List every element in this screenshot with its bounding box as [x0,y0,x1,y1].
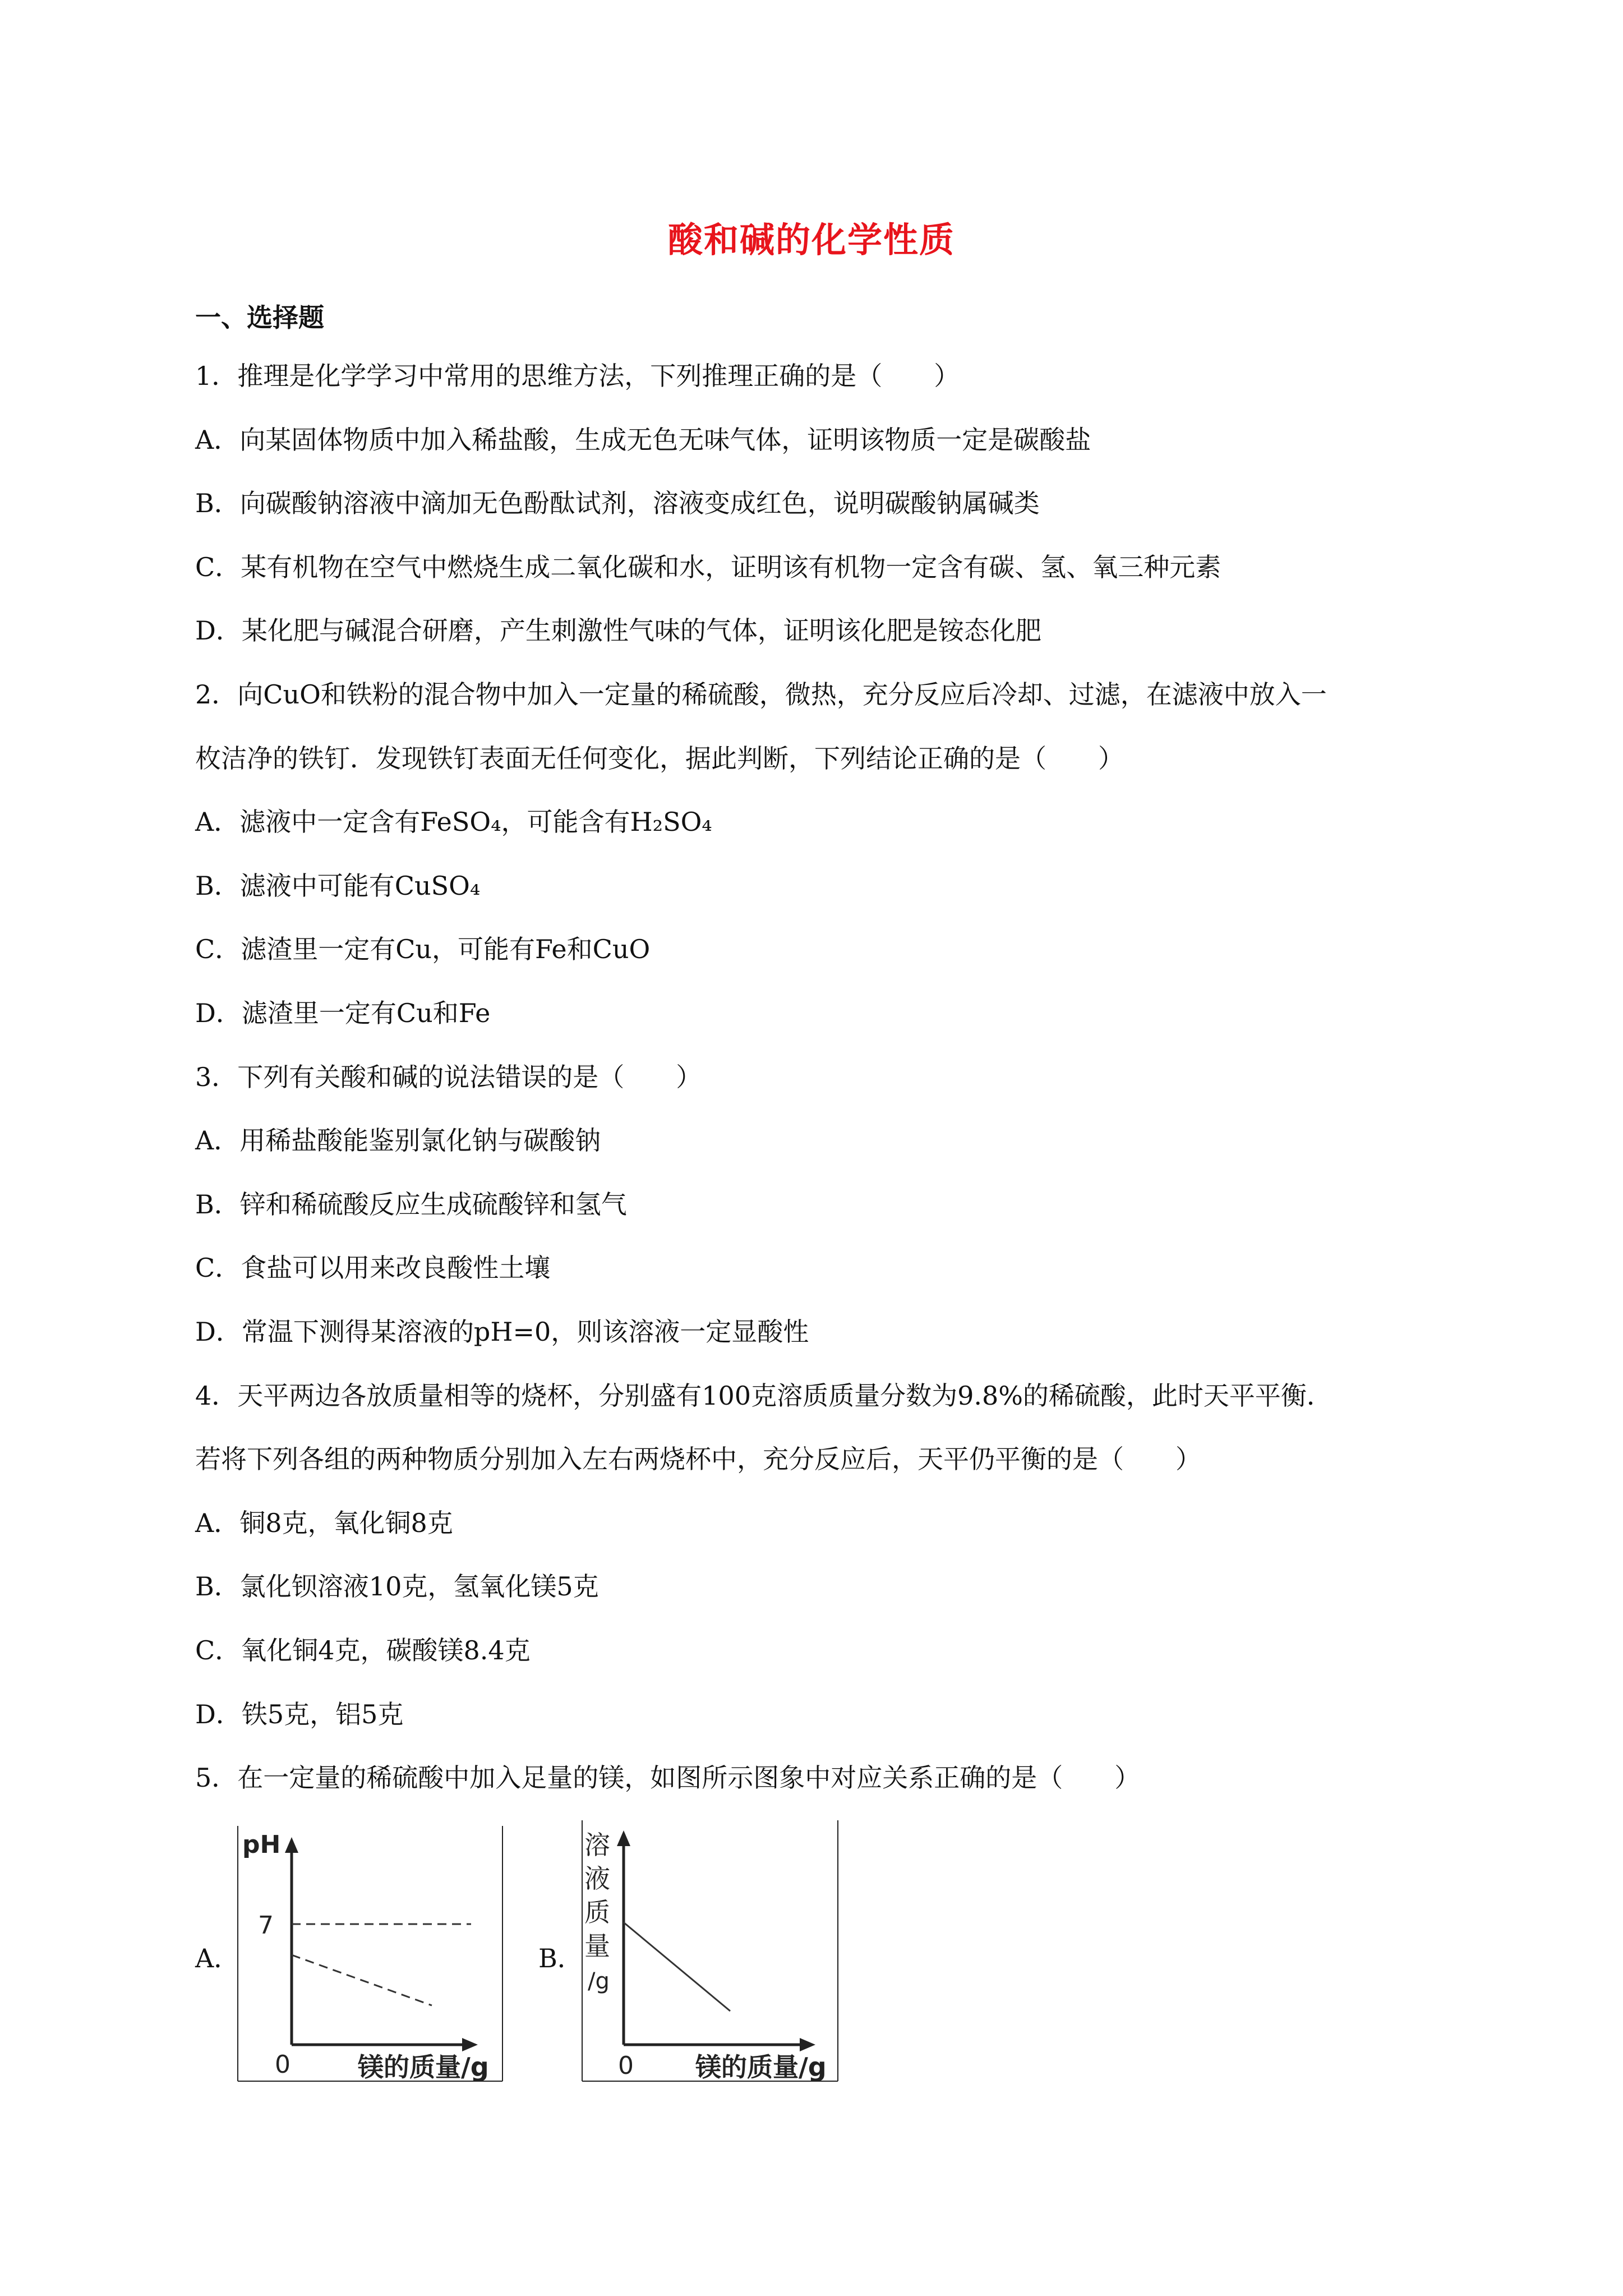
question-1-option: D．某化肥与碱混合研磨，产生刺激性气味的气体，证明该化肥是铵态化肥 [195,615,1041,646]
question-2-option: B．滤液中可能有CuSO₄ [195,871,481,901]
figure-a-origin: 0 [275,2050,291,2079]
figure-b-origin: 0 [618,2051,634,2080]
question-4-option: D．铁5克，铝5克 [195,1699,404,1729]
question-4-option: C．氧化铜4克，碳酸镁8.4克 [195,1635,531,1665]
figure-b-x-arrow [800,2038,815,2051]
question-3-option: C．食盐可以用来改良酸性土壤 [195,1253,551,1283]
question-1-option: C．某有机物在空气中燃烧生成二氧化碳和水，证明该有机物一定含有碳、氢、氧三种元素 [195,552,1221,582]
question-2-option: C．滤渣里一定有Cu，可能有Fe和CuO [195,934,651,964]
figure-a-label: A． [195,1943,240,1973]
section-heading: 一、选择题 [195,302,324,333]
question-1-option: B．向碳酸钠溶液中滴加无色酚酞试剂，溶液变成红色，说明碳酸钠属碱类 [195,488,1040,518]
question-4-option: B．氯化钡溶液10克，氢氧化镁5克 [195,1571,599,1602]
figure-a-xlabel: 镁的质量/g [358,2052,489,2082]
figure-a-graph [236,1826,516,2084]
figure-b-graph [578,1820,847,2084]
figure-b-ylabel-char: 质 [584,1897,610,1927]
question-2-stem: 2．向CuO和铁粉的混合物中加入一定量的稀硫酸，微热，充分反应后冷却、过滤，在滤液中放入一 [195,679,1327,710]
figure-b-mass-line [624,1922,730,2011]
figure-b-xlabel: 镁的质量/g [695,2052,827,2082]
question-3-stem: 3．下列有关酸和碱的说法错误的是（ ） [195,1062,702,1092]
page-title: 酸和碱的化学性质 [667,219,955,260]
question-4-stem: 4．天平两边各放质量相等的烧杯，分别盛有100克溶质质量分数为9.8%的稀硫酸，此时天平平衡． [195,1381,1332,1411]
figure-b-ylabel-char: 量 [584,1931,610,1961]
figure-a-tick-7: 7 [258,1911,274,1940]
figure-b-ylabel-char: /g [588,1968,610,1994]
question-3-option: D．常温下测得某溶液的pH=0，则该溶液一定显酸性 [195,1317,809,1347]
question-2-stem: 枚洁净的铁钉．发现铁钉表面无任何变化，据此判断，下列结论正确的是（ ） [195,743,1124,774]
question-1-option: A．向某固体物质中加入稀盐酸，生成无色无味气体，证明该物质一定是碳酸盐 [195,425,1091,455]
figure-a-y-arrow [285,1837,298,1853]
question-1-stem: 1．推理是化学学习中常用的思维方法，下列推理正确的是（ ） [195,361,960,391]
figure-b-ylabel-char: 溶 [584,1830,610,1860]
question-2-option: A．滤液中一定含有FeSO₄，可能含有H₂SO₄ [195,807,712,837]
figure-a-ylabel: pH [242,1830,281,1859]
figure-b-label: B． [538,1943,583,1973]
question-4-option: A．铜8克，氧化铜8克 [195,1508,453,1538]
figure-a-ph-curve [292,1955,432,2005]
question-2-option: D．滤渣里一定有Cu和Fe [195,998,491,1028]
question-5-stem: 5．在一定量的稀硫酸中加入足量的镁，如图所示图象中对应关系正确的是（ ） [195,1763,1141,1793]
figure-a-x-arrow [462,2038,478,2051]
question-3-option: B．锌和稀硫酸反应生成硫酸锌和氢气 [195,1189,627,1220]
figure-b-y-arrow [617,1830,630,1846]
question-3-option: A．用稀盐酸能鉴别氯化钠与碳酸钠 [195,1125,601,1156]
question-4-stem: 若将下列各组的两种物质分别加入左右两烧杯中，充分反应后，天平仍平衡的是（ ） [195,1444,1201,1474]
figure-b-ylabel-char: 液 [584,1864,610,1894]
